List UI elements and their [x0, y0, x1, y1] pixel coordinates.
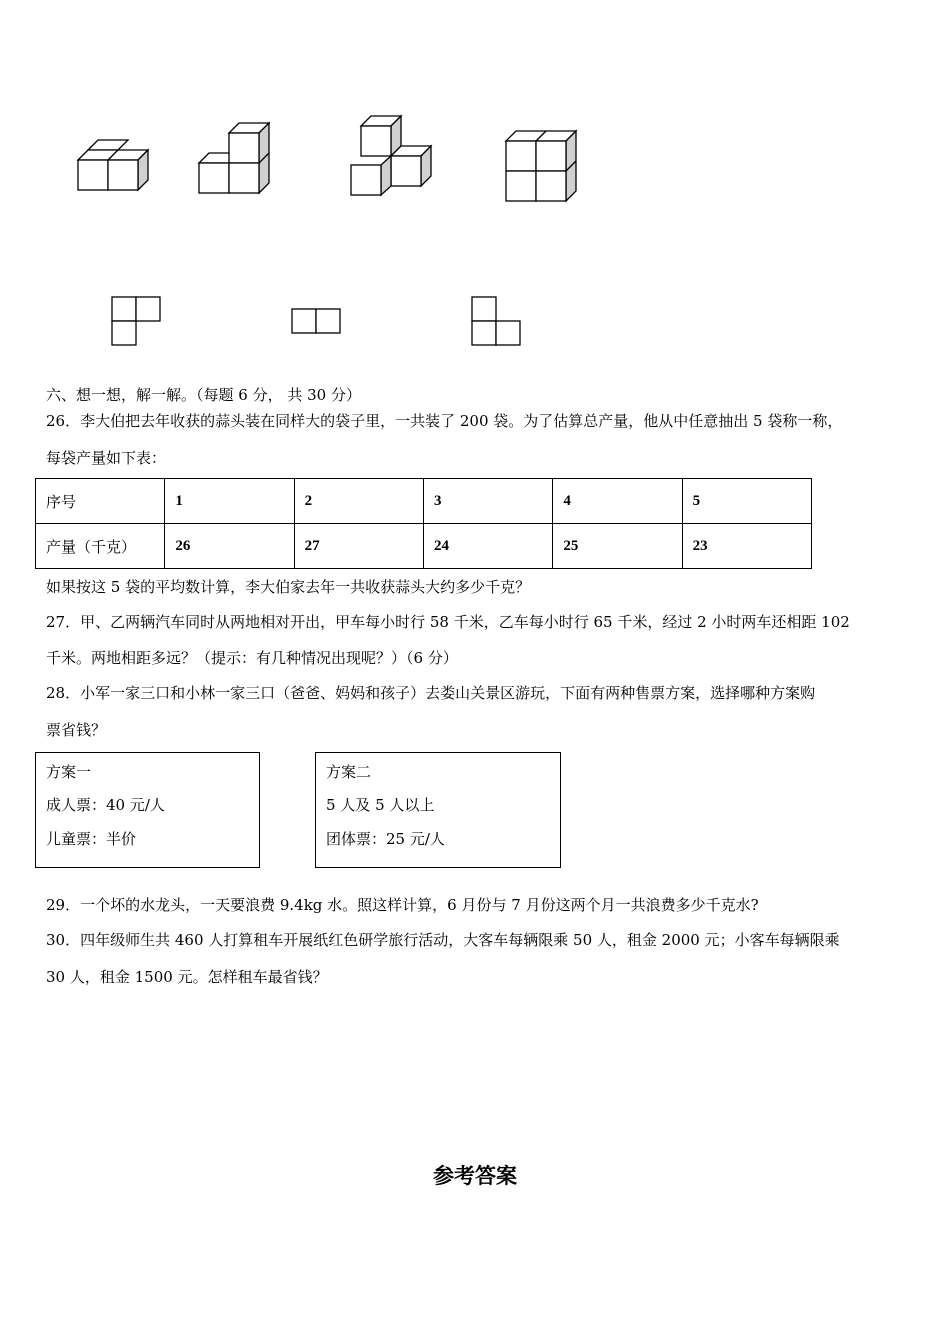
plan-one-box — [35, 752, 260, 868]
row-header: 序号 — [36, 479, 165, 524]
q28-line1: 28．小军一家三口和小林一家三口（爸爸、妈妈和孩子）去娄山关景区游玩，下面有两种售票方案，选择哪种方案购 — [46, 684, 816, 702]
view-a — [112, 297, 160, 345]
view-c — [472, 297, 520, 345]
view-b — [292, 309, 340, 333]
table-cell: 27 — [294, 524, 423, 569]
section-heading: 六、想一想，解一解。（每题 6 分， 共 30 分） — [46, 386, 361, 404]
q28-line2: 票省钱？ — [46, 721, 107, 739]
table-cell: 26 — [165, 524, 294, 569]
table-cell: 4 — [553, 479, 682, 524]
plan-one-title: 方案一 — [46, 763, 92, 781]
table-cell: 1 — [165, 479, 294, 524]
plan-two-box — [315, 752, 561, 868]
table-cell: 25 — [553, 524, 682, 569]
table-cell: 2 — [294, 479, 423, 524]
q27-line1: 27．甲、乙两辆汽车同时从两地相对开出，甲车每小时行 58 千米，乙车每小时行 65 千米，经过 2 小时两车还相距 102 — [46, 613, 850, 631]
q26-question: 如果按这 5 袋的平均数计算，李大伯家去年一共收获蒜头大约多少千克？ — [46, 578, 531, 596]
plan-two-title: 方案二 — [326, 763, 372, 781]
q27-line2: 千米。两地相距多远？（提示：有几种情况出现呢？）（6 分） — [46, 649, 458, 667]
plan-two-condition: 5 人及 5 人以上 — [326, 796, 435, 814]
plan-two-group: 团体票：25 元/人 — [326, 830, 445, 848]
table-cell: 3 — [423, 479, 552, 524]
table-row — [36, 524, 812, 569]
cube-figure-2 — [199, 123, 269, 193]
cube-figures — [0, 0, 950, 360]
answer-heading: 参考答案 — [433, 1163, 517, 1188]
cube-figure-3 — [351, 116, 431, 195]
table-row — [36, 479, 812, 524]
cube-figure-4 — [506, 131, 576, 201]
table-cell: 5 — [682, 479, 811, 524]
q29: 29．一个坏的水龙头，一天要浪费 9.4kg 水。照这样计算，6 月份与 7 月份这两个月一共浪费多少千克水? — [46, 896, 759, 914]
q26-line1: 26．李大伯把去年收获的蒜头装在同样大的袋子里，一共装了 200 袋。为了估算总产量，他从中任意抽出 5 袋称一称， — [46, 412, 843, 430]
row-header: 产量（千克） — [36, 524, 165, 569]
table-cell: 24 — [423, 524, 552, 569]
yield-table — [35, 478, 812, 569]
plan-one-child: 儿童票：半价 — [46, 830, 137, 848]
table-cell: 23 — [682, 524, 811, 569]
cube-figure-1 — [78, 140, 148, 190]
q26-line2: 每袋产量如下表： — [46, 449, 167, 467]
q30-line2: 30 人，租金 1500 元。怎样租车最省钱？ — [46, 968, 328, 986]
q30-line1: 30．四年级师生共 460 人打算租车开展纸红色研学旅行活动，大客车每辆限乘 50 人，租金 2000 元；小客车每辆限乘 — [46, 931, 840, 949]
plan-one-adult: 成人票：40 元/人 — [46, 796, 165, 814]
